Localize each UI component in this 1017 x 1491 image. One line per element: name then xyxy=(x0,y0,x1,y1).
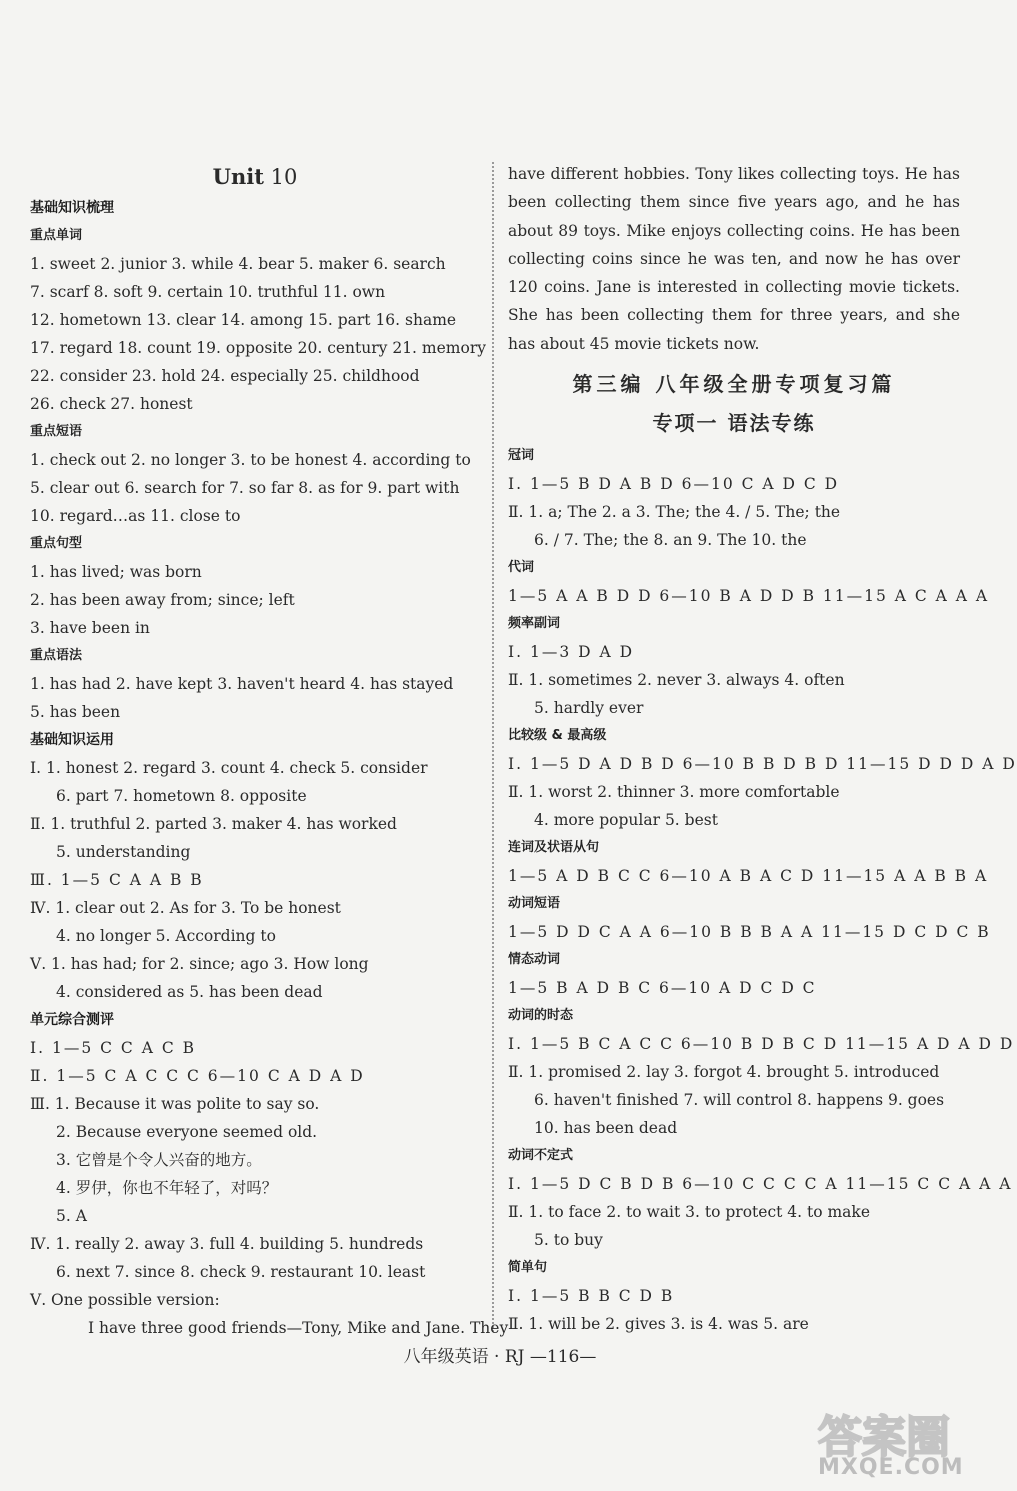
answer-line: Ⅴ. 1. has had; for 2. since; ago 3. How long xyxy=(30,955,369,973)
unit-title-number: 10 xyxy=(270,165,298,189)
answer-line: Ⅱ. 1. will be 2. gives 3. is 4. was 5. are xyxy=(508,1315,809,1334)
topic-heading: 比较级 & 最高级 xyxy=(508,728,607,744)
answer-line: 1. has lived; was born xyxy=(30,563,202,581)
answer-line: 5. A xyxy=(56,1207,87,1225)
answer-line: Ⅲ. 1—5 C A A B B xyxy=(30,871,204,889)
answer-line: Ⅰ. 1—5 B C A C C 6—10 B D B C D 11—15 A D A D D xyxy=(508,1035,1015,1054)
subsection-heading: 重点单词 xyxy=(30,228,83,243)
topic-heading: 频率副词 xyxy=(508,616,561,632)
answer-line: Ⅱ. 1. a; The 2. a 3. The; the 4. / 5. The; the xyxy=(508,503,841,522)
answer-line: Ⅱ. 1. to face 2. to wait 3. to protect 4. to make xyxy=(508,1203,870,1222)
answer-line: 1—5 A D B C C 6—10 A B A C D 11—15 A A B B A xyxy=(508,867,989,886)
answer-line: Ⅰ. 1. honest 2. regard 3. count 4. check 5. consider xyxy=(30,759,428,777)
answer-line: Ⅰ. 1—5 B B C D B xyxy=(508,1287,675,1306)
answer-line: Ⅲ. 1. Because it was polite to say so. xyxy=(30,1095,320,1113)
answer-line: 22. consider 23. hold 24. especially 25. childhood xyxy=(30,367,420,385)
column-divider xyxy=(492,162,494,1332)
answer-line: Ⅳ. 1. really 2. away 3. full 4. building 5. hundreds xyxy=(30,1235,424,1253)
topic-heading: 情态动词 xyxy=(508,952,561,968)
answer-line: 2. Because everyone seemed old. xyxy=(56,1123,318,1141)
section-heading: 单元综合测评 xyxy=(30,1012,114,1028)
answer-line: 4. 罗伊，你也不年轻了，对吗？ xyxy=(56,1179,278,1197)
answer-line: Ⅰ. 1—5 D A D B D 6—10 B B D B D 11—15 D D D A D xyxy=(508,755,1017,774)
subsection-heading: 重点语法 xyxy=(30,648,83,663)
answer-line: 1—5 A A B D D 6—10 B A D D B 11—15 A C A A A xyxy=(508,587,990,606)
answer-line: 4. no longer 5. According to xyxy=(56,927,276,945)
answer-line: Ⅱ. 1. promised 2. lay 3. forgot 4. brought 5. introduced xyxy=(508,1063,940,1082)
answer-line: 3. 它曾是个令人兴奋的地方。 xyxy=(56,1151,262,1169)
answer-line: 6. part 7. hometown 8. opposite xyxy=(56,787,307,805)
answer-line: 1. has had 2. have kept 3. haven't heard 4. has stayed xyxy=(30,675,454,693)
answer-line: Ⅰ. 1—5 C C A C B xyxy=(30,1039,196,1057)
answer-line: 26. check 27. honest xyxy=(30,395,193,413)
unit-title-word: Unit xyxy=(212,164,264,189)
answer-line: Ⅰ. 1—3 D A D xyxy=(508,643,635,662)
answer-line: Ⅱ. 1—5 C A C C C 6—10 C A D A D xyxy=(30,1067,365,1085)
answer-line: 5. hardly ever xyxy=(534,699,644,718)
answer-line: 2. has been away from; since; left xyxy=(30,591,295,609)
answer-line: 7. scarf 8. soft 9. certain 10. truthful 11. own xyxy=(30,283,386,301)
right-column xyxy=(508,160,1017,1338)
answer-line: Ⅰ. 1—5 B D A B D 6—10 C A D C D xyxy=(508,475,840,494)
answer-line: 6. / 7. The; the 8. an 9. The 10. the xyxy=(534,531,807,550)
watermark-text: MXQE.COM xyxy=(818,1455,964,1480)
answer-line: 10. regard…as 11. close to xyxy=(30,507,241,525)
answer-line: 5. to buy xyxy=(534,1231,603,1250)
essay-first-line: I have three good friends—Tony, Mike and Jane. They xyxy=(88,1319,509,1337)
topic-heading: 冠词 xyxy=(508,448,535,464)
answer-line: 1. check out 2. no longer 3. to be honest 4. according to xyxy=(30,451,471,469)
subsection-heading: 重点短语 xyxy=(30,424,83,439)
part-title: 第三编 八年级全册专项复习篇 xyxy=(572,372,896,397)
answer-line: 4. considered as 5. has been dead xyxy=(56,983,323,1001)
essay-continuation: have different hobbies. Tony likes collecting toys. He has been collecting them since five years ago, and he has about 89 toys. Mike enjoys collecting coins. He has been collecting coins since he was ten, and now he has over 120 coins. Jane is interested in collecting movie tickets. She has been collecting them for three years, and she has about 45 movie tickets now. xyxy=(508,165,960,353)
answer-line: Ⅴ. One possible version: xyxy=(30,1291,220,1309)
answer-line: Ⅳ. 1. clear out 2. As for 3. To be honest xyxy=(30,899,341,917)
answer-line: 5. has been xyxy=(30,703,121,721)
answer-line: 3. have been in xyxy=(30,619,150,637)
topic-heading: 动词的时态 xyxy=(508,1008,574,1024)
answer-line: 5. clear out 6. search for 7. so far 8. as for 9. part with xyxy=(30,479,460,497)
page-footer: 八年级英语 · RJ —116— xyxy=(403,1347,597,1367)
answer-line: 6. haven't finished 7. will control 8. happens 9. goes xyxy=(534,1091,945,1110)
unit-title xyxy=(30,160,480,194)
answer-line: 10. has been dead xyxy=(534,1119,678,1138)
topic-heading: 简单句 xyxy=(508,1260,548,1276)
answer-line: 1—5 B A D B C 6—10 A D C D C xyxy=(508,979,817,998)
answer-line: 1. sweet 2. junior 3. while 4. bear 5. maker 6. search xyxy=(30,255,446,273)
topic-heading: 连词及状语从句 xyxy=(508,840,600,856)
special-topic-title: 专项一 语法专练 xyxy=(652,411,816,436)
answer-line: Ⅰ. 1—5 D C B D B 6—10 C C C C A 11—15 C C A A A xyxy=(508,1175,1013,1194)
watermark-logo-text: 答案圈 xyxy=(818,1412,950,1463)
answer-line: 17. regard 18. count 19. opposite 20. century 21. memory xyxy=(30,339,486,357)
topic-heading: 代词 xyxy=(508,560,535,576)
answer-line: Ⅱ. 1. worst 2. thinner 3. more comfortable xyxy=(508,783,840,802)
answer-line: 6. next 7. since 8. check 9. restaurant 10. least xyxy=(56,1263,426,1281)
topic-heading: 动词短语 xyxy=(508,896,561,912)
subsection-heading: 重点句型 xyxy=(30,536,83,551)
answer-line: 12. hometown 13. clear 14. among 15. part 16. shame xyxy=(30,311,457,329)
answer-line: 5. understanding xyxy=(56,843,191,861)
answer-line: 4. more popular 5. best xyxy=(534,811,718,830)
answer-line: 1—5 D D C A A 6—10 B B B A A 11—15 D C D C B xyxy=(508,923,991,942)
topic-heading: 动词不定式 xyxy=(508,1148,574,1164)
section-heading: 基础知识运用 xyxy=(30,732,114,748)
answer-line: Ⅱ. 1. sometimes 2. never 3. always 4. often xyxy=(508,671,845,690)
answer-line: Ⅱ. 1. truthful 2. parted 3. maker 4. has worked xyxy=(30,815,397,833)
left-column xyxy=(30,160,509,1342)
section-heading: 基础知识梳理 xyxy=(30,200,114,216)
